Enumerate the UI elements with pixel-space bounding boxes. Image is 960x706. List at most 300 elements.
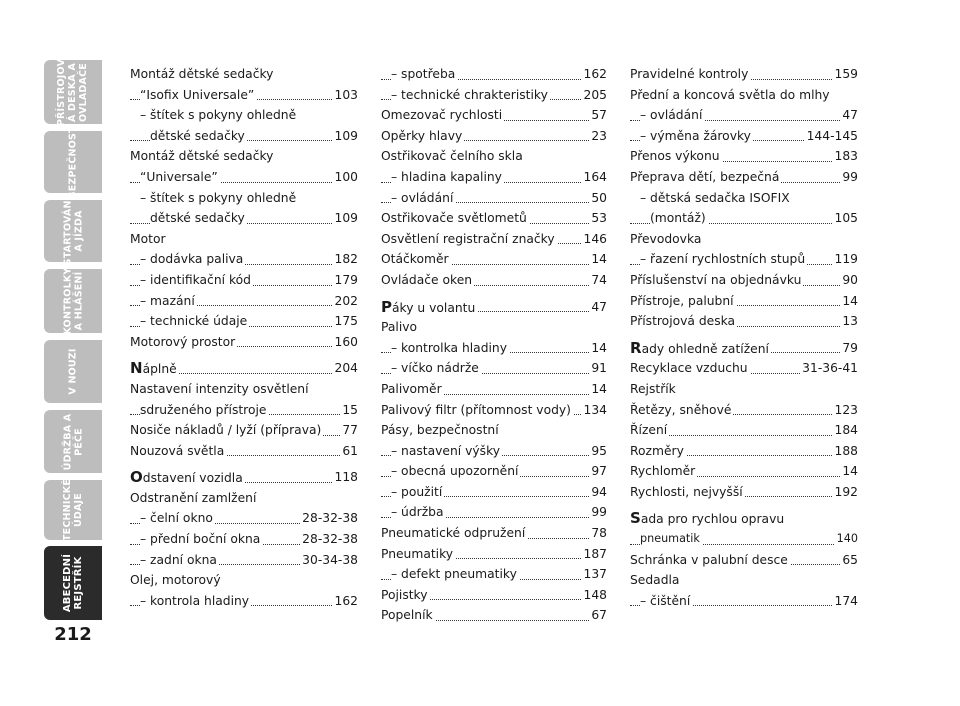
index-entry bbox=[630, 291, 858, 312]
index-entry-term bbox=[630, 338, 771, 357]
index-entry-term bbox=[140, 252, 245, 266]
index-entry-term bbox=[140, 170, 220, 184]
index-entry-page: 15 bbox=[340, 400, 358, 421]
index-entry bbox=[381, 420, 607, 441]
index-entry-term bbox=[640, 532, 702, 545]
index-entry-term bbox=[391, 485, 444, 499]
index-entry bbox=[130, 570, 358, 591]
index-entry-text: Přední a koncová světla do mlhy bbox=[630, 87, 830, 102]
index-entry-page: 91 bbox=[589, 358, 607, 379]
index-entry-term bbox=[140, 191, 298, 205]
page-number: 212 bbox=[54, 624, 92, 645]
index-entry-page: 97 bbox=[589, 461, 607, 482]
index-column-1 bbox=[130, 64, 358, 611]
index-entry-page: 99 bbox=[589, 502, 607, 523]
index-entry bbox=[381, 126, 607, 147]
index-entry bbox=[381, 461, 607, 482]
index-entry-term bbox=[381, 297, 477, 316]
index-entry-page: 13 bbox=[840, 311, 858, 332]
index-entry-page: 188 bbox=[833, 441, 858, 462]
index-entry-term bbox=[630, 464, 697, 478]
index-entry-page: 160 bbox=[333, 332, 358, 353]
index-entry bbox=[381, 564, 607, 585]
index-entry-term bbox=[130, 573, 223, 587]
index-entry-text: Převodovka bbox=[630, 231, 702, 246]
index-entry-term bbox=[140, 273, 253, 287]
index-entry bbox=[381, 502, 607, 523]
index-entry-page: 50 bbox=[589, 188, 607, 209]
index-entry-term bbox=[140, 594, 251, 608]
index-entry bbox=[130, 291, 358, 312]
index-entry-text: – čelní okno bbox=[140, 511, 213, 526]
index-entry-page: 183 bbox=[833, 146, 858, 167]
index-entry-term bbox=[630, 294, 736, 308]
index-entry-term bbox=[130, 359, 179, 378]
index-entry bbox=[130, 332, 358, 353]
index-entry bbox=[630, 591, 858, 612]
index-entry-term bbox=[381, 108, 504, 122]
index-entry-text: – technické údaje bbox=[140, 314, 248, 329]
index-entry-text: – dětská sedačka ISOFIX bbox=[640, 190, 790, 205]
index-entry-text: – ovládání bbox=[391, 190, 454, 205]
index-entry-text: áky u volantu bbox=[392, 300, 476, 315]
index-entry bbox=[381, 544, 607, 565]
index-entry-term bbox=[391, 191, 455, 205]
index-entry-text: dětské sedačky bbox=[150, 211, 245, 226]
index-entry-term bbox=[630, 553, 790, 567]
index-entry-text: – použití bbox=[391, 484, 443, 499]
index-entry-term bbox=[630, 149, 722, 163]
chapter-tab[interactable] bbox=[44, 269, 102, 333]
index-entry bbox=[381, 400, 607, 421]
index-entry-term bbox=[391, 444, 502, 458]
index-entry-term bbox=[381, 608, 435, 622]
index-entry-page: 118 bbox=[333, 467, 358, 488]
index-entry bbox=[130, 64, 358, 85]
index-entry-text: – ovládání bbox=[640, 108, 703, 123]
index-entry bbox=[630, 570, 858, 591]
index-entry bbox=[381, 249, 607, 270]
index-entry-text: – defekt pneumatiky bbox=[391, 567, 517, 582]
index-entry-text: Pojistky bbox=[381, 587, 428, 602]
index-entry-text: Nastavení intenzity osvětlení bbox=[130, 381, 309, 396]
index-entry-term bbox=[391, 67, 457, 81]
index-entry-text: sdruženého přístroje bbox=[140, 402, 267, 417]
chapter-tab[interactable] bbox=[44, 410, 102, 473]
index-entry-term bbox=[650, 211, 708, 225]
chapter-tab-label: PŘÍSTROJOV Á DESKA A OVLADAČE bbox=[56, 58, 90, 126]
index-entry-term bbox=[630, 509, 786, 528]
index-entry-text: Popelník bbox=[381, 608, 433, 623]
index-entry-page: 174 bbox=[833, 591, 858, 612]
index-entry-term bbox=[391, 505, 446, 519]
index-entry-text: Přenos výkonu bbox=[630, 149, 720, 164]
index-entry-term bbox=[640, 252, 807, 266]
index-entry bbox=[130, 126, 358, 147]
index-entry-page: 100 bbox=[333, 167, 358, 188]
index-entry-term bbox=[391, 170, 504, 184]
index-entry-text: – kontrola hladiny bbox=[140, 593, 250, 608]
index-entry bbox=[130, 311, 358, 332]
index-entry-term bbox=[630, 573, 681, 587]
index-entry bbox=[381, 146, 607, 167]
index-entry-term bbox=[140, 553, 219, 567]
index-entry bbox=[630, 208, 858, 229]
index-entry-text: Pásy, bezpečnostní bbox=[381, 423, 499, 438]
index-entry-term bbox=[630, 361, 750, 375]
index-entry-term bbox=[630, 485, 745, 499]
index-entry-text: Palivo bbox=[381, 320, 418, 335]
index-entry-page: 159 bbox=[833, 64, 858, 85]
index-entry-text: “Universale” bbox=[140, 169, 218, 184]
index-entry-text: Rejstřík bbox=[630, 381, 676, 396]
index-entry-page: 78 bbox=[589, 523, 607, 544]
index-entry bbox=[130, 488, 358, 509]
index-entry-term bbox=[381, 320, 419, 334]
index-entry-text: Přístroje, palubní bbox=[630, 293, 734, 308]
index-entry-text: Rychloměr bbox=[630, 464, 696, 479]
index-entry-page: 30-34-38 bbox=[300, 550, 358, 571]
index-entry-term bbox=[140, 403, 268, 417]
index-entry-term bbox=[630, 403, 733, 417]
index-entry-page: 95 bbox=[589, 441, 607, 462]
index-entry-page: 162 bbox=[333, 591, 358, 612]
index-entry-text: Ostřikovač čelního skla bbox=[381, 149, 523, 164]
index-entry-term bbox=[130, 468, 245, 487]
index-entry-text: Olej, motorový bbox=[130, 573, 221, 588]
chapter-tab[interactable] bbox=[44, 340, 102, 403]
chapter-tab-label: STARTOVÁNÍ A JÍZDA bbox=[62, 196, 85, 266]
index-entry-term bbox=[630, 88, 832, 102]
index-entry-text: Rychlosti, nejvyšší bbox=[630, 484, 743, 499]
index-entry-page: 175 bbox=[333, 311, 358, 332]
index-entry-page: 14 bbox=[589, 379, 607, 400]
chapter-tab[interactable] bbox=[44, 546, 102, 620]
chapter-tab-label: KONTROLKY A HLÁŠENÍ bbox=[62, 267, 84, 335]
index-entry-page: 14 bbox=[840, 461, 858, 482]
index-entry-page: 146 bbox=[582, 229, 607, 250]
index-entry-term bbox=[630, 232, 703, 246]
index-entry-term bbox=[140, 532, 262, 546]
index-entry-page: 109 bbox=[333, 126, 358, 147]
index-entry bbox=[130, 146, 358, 167]
index-entry-text: Řízení bbox=[630, 423, 668, 438]
index-entry bbox=[130, 591, 358, 612]
index-entry-page: 61 bbox=[340, 441, 358, 462]
index-entry bbox=[630, 338, 858, 359]
index-entry bbox=[630, 420, 858, 441]
index-entry-text: áplně bbox=[142, 362, 177, 377]
index-entry bbox=[381, 585, 607, 606]
index-entry-term bbox=[130, 382, 311, 396]
index-entry bbox=[630, 529, 858, 550]
index-entry-page: 57 bbox=[589, 105, 607, 126]
index-entry-text: – výměna žárovky bbox=[640, 128, 751, 143]
index-entry-term bbox=[381, 547, 455, 561]
index-entry-text: Přeprava dětí, bezpečná bbox=[630, 169, 780, 184]
index-entry-term bbox=[381, 273, 474, 287]
index-entry bbox=[630, 482, 858, 503]
chapter-tab[interactable] bbox=[44, 480, 102, 540]
index-letter-initial: R bbox=[630, 338, 642, 357]
index-entry-page: 90 bbox=[840, 270, 858, 291]
index-entry-text: ady ohledně zatížení bbox=[641, 341, 769, 356]
index-entry-term bbox=[391, 464, 520, 478]
index-entry-term bbox=[140, 108, 298, 122]
index-entry-term bbox=[381, 382, 444, 396]
index-entry-text: Montáž dětské sedačky bbox=[130, 149, 274, 164]
index-column-3 bbox=[630, 64, 858, 611]
index-entry-page: 23 bbox=[589, 126, 607, 147]
index-entry-page: 105 bbox=[833, 208, 858, 229]
index-entry-page: 164 bbox=[582, 167, 607, 188]
index-entry-term bbox=[130, 232, 168, 246]
index-entry-text: pneumatik bbox=[640, 532, 700, 546]
index-entry-text: (montáž) bbox=[650, 211, 706, 226]
index-entry bbox=[381, 358, 607, 379]
index-entry bbox=[130, 270, 358, 291]
index-entry bbox=[630, 146, 858, 167]
index-entry-text: Montáž dětské sedačky bbox=[130, 67, 274, 81]
index-entry-text: Recyklace vzduchu bbox=[630, 361, 748, 376]
index-entry bbox=[130, 188, 358, 209]
index-entry-text: Pneumatické odpružení bbox=[381, 526, 526, 541]
index-entry-text: – nastavení výšky bbox=[391, 443, 501, 458]
index-entry bbox=[130, 379, 358, 400]
index-entry-page: 74 bbox=[589, 270, 607, 291]
index-entry-term bbox=[640, 129, 753, 143]
index-entry bbox=[630, 400, 858, 421]
index-entry-text: Osvětlení registrační značky bbox=[381, 231, 555, 246]
index-entry-text: Palivový filtr (přítomnost vody) bbox=[381, 402, 571, 417]
index-entry-page: 205 bbox=[582, 85, 607, 106]
index-entry bbox=[381, 105, 607, 126]
index-entry-page: 14 bbox=[589, 338, 607, 359]
index-entry-term bbox=[140, 88, 256, 102]
index-entry-text: Nosiče nákladů / lyží (příprava) bbox=[130, 423, 322, 438]
index-entry bbox=[630, 550, 858, 571]
chapter-tabs bbox=[0, 0, 110, 706]
index-entry-term bbox=[630, 444, 686, 458]
index-entry-text: – čištění bbox=[640, 593, 691, 608]
index-entry-term bbox=[391, 567, 519, 581]
index-entry bbox=[381, 85, 607, 106]
index-entry-text: Ostřikovače světlometů bbox=[381, 211, 527, 226]
index-entry-page: 103 bbox=[333, 85, 358, 106]
index-entry bbox=[630, 229, 858, 250]
index-entry-term bbox=[391, 341, 509, 355]
index-entry bbox=[381, 482, 607, 503]
index-entry-text: – zadní okna bbox=[140, 552, 217, 567]
index-entry-page: 79 bbox=[840, 338, 858, 359]
index-entry-term bbox=[140, 294, 197, 308]
index-entry-text: Přístrojová deska bbox=[630, 314, 736, 329]
index-entry bbox=[630, 167, 858, 188]
index-entry-term bbox=[381, 526, 527, 540]
index-entry-term bbox=[140, 511, 215, 525]
index-entry-term bbox=[391, 88, 550, 102]
index-entry-term bbox=[381, 149, 525, 163]
index-entry-page: 179 bbox=[333, 270, 358, 291]
index-entry-term bbox=[130, 423, 323, 437]
index-entry-text: Opěrky hlavy bbox=[381, 128, 463, 143]
index-entry-text: Motorový prostor bbox=[130, 334, 236, 349]
index-entry-term bbox=[630, 67, 750, 81]
chapter-tab-label: V NOUZI bbox=[67, 348, 79, 395]
index-entry-text: Řetězy, sněhové bbox=[630, 402, 732, 417]
index-entry bbox=[381, 64, 607, 85]
index-entry-page: 187 bbox=[582, 544, 607, 565]
index-entry-page: 94 bbox=[589, 482, 607, 503]
index-entry-term bbox=[130, 67, 275, 81]
index-entry bbox=[381, 317, 607, 338]
index-entry-text: – víčko nádrže bbox=[391, 361, 479, 376]
index-entry-term bbox=[630, 314, 737, 328]
index-entry bbox=[130, 85, 358, 106]
index-entry bbox=[630, 126, 858, 147]
index-entry-term bbox=[130, 335, 237, 349]
index-entry bbox=[381, 523, 607, 544]
index-entry bbox=[630, 64, 858, 85]
index-entry-page: 137 bbox=[582, 564, 607, 585]
index-entry bbox=[630, 379, 858, 400]
index-entry-page: 67 bbox=[589, 605, 607, 626]
index-entry-term bbox=[630, 273, 803, 287]
index-entry bbox=[630, 188, 858, 209]
index-entry bbox=[130, 420, 358, 441]
index-entry-text: dětské sedačky bbox=[150, 128, 245, 143]
index-entry-text: ada pro rychlou opravu bbox=[640, 512, 785, 527]
index-entry-term bbox=[381, 403, 573, 417]
index-entry bbox=[630, 311, 858, 332]
index-entry bbox=[630, 85, 858, 106]
index-entry-page: 14 bbox=[589, 249, 607, 270]
index-entry-text: – hladina kapaliny bbox=[391, 169, 502, 184]
index-entry bbox=[381, 297, 607, 318]
index-entry-page: 99 bbox=[840, 167, 858, 188]
index-entry bbox=[381, 605, 607, 626]
index-entry-text: – štítek s pokyny ohledně bbox=[140, 190, 297, 205]
index-entry-page: 65 bbox=[840, 550, 858, 571]
index-entry-page: 119 bbox=[833, 249, 858, 270]
index-entry-term bbox=[640, 108, 704, 122]
index-entry-page: 204 bbox=[333, 358, 358, 379]
index-entry-text: Schránka v palubní desce bbox=[630, 552, 788, 567]
chapter-tab[interactable] bbox=[44, 60, 102, 124]
index-entry bbox=[381, 379, 607, 400]
chapter-tab-label: BEZPEČNOST bbox=[67, 125, 79, 199]
index-entry-term bbox=[130, 149, 275, 163]
index-entry-text: Palivoměr bbox=[381, 381, 442, 396]
index-entry-text: – technické chrakteristiky bbox=[391, 87, 548, 102]
index-entry-text: Sedadla bbox=[630, 573, 680, 588]
index-entry-text: – štítek s pokyny ohledně bbox=[140, 108, 297, 123]
index-entry-term bbox=[630, 382, 678, 396]
index-entry-page: 28-32-38 bbox=[300, 508, 358, 529]
index-entry-term bbox=[140, 314, 249, 328]
index-entry-text: Příslušenství na objednávku bbox=[630, 272, 802, 287]
index-entry-page: 184 bbox=[833, 420, 858, 441]
index-entry bbox=[130, 467, 358, 488]
index-letter-initial: P bbox=[381, 297, 392, 316]
index-column-2 bbox=[381, 64, 607, 626]
index-entry bbox=[381, 188, 607, 209]
index-entry-page: 202 bbox=[333, 291, 358, 312]
index-entry-page: 47 bbox=[840, 105, 858, 126]
index-entry-text: – mazání bbox=[140, 293, 195, 308]
index-entry bbox=[381, 229, 607, 250]
index-entry bbox=[630, 358, 858, 379]
index-entry-term bbox=[391, 361, 481, 375]
index-entry-text: Rozměry bbox=[630, 443, 684, 458]
index-entry-text: – obecná upozornění bbox=[391, 464, 519, 479]
index-entry bbox=[630, 441, 858, 462]
index-entry-term bbox=[640, 191, 792, 205]
index-entry-page: 14 bbox=[840, 291, 858, 312]
index-entry-term bbox=[381, 211, 529, 225]
index-entry-text: – přední boční okna bbox=[140, 532, 261, 547]
index-entry bbox=[130, 529, 358, 550]
chapter-tab-label: TECHNICKÉ ÚDAJE bbox=[62, 478, 85, 542]
index-entry-text: Nouzová světla bbox=[130, 443, 225, 458]
index-entry-page: 144-145 bbox=[805, 126, 858, 147]
index-entry-term bbox=[150, 129, 247, 143]
index-letter-initial: O bbox=[130, 468, 143, 487]
index-entry bbox=[130, 400, 358, 421]
index-entry-term bbox=[381, 129, 464, 143]
index-entry bbox=[381, 270, 607, 291]
index-entry bbox=[130, 441, 358, 462]
index-entry bbox=[130, 105, 358, 126]
index-entry bbox=[630, 249, 858, 270]
index-entry-text: Odstranění zamlžení bbox=[130, 490, 257, 505]
index-entry-term bbox=[630, 423, 669, 437]
index-entry-text: Motor bbox=[130, 231, 166, 246]
index-entry-term bbox=[150, 211, 247, 225]
index-entry-text: – údržba bbox=[391, 505, 444, 520]
index-entry-page: 192 bbox=[833, 482, 858, 503]
index-entry bbox=[381, 167, 607, 188]
index-entry-text: Otáčkoměr bbox=[381, 252, 449, 267]
index-entry-text: dstavení vozidla bbox=[142, 471, 243, 486]
index-entry bbox=[130, 550, 358, 571]
index-entry-text: – řazení rychlostních stupů bbox=[640, 252, 806, 267]
index-entry-page: 31-36-41 bbox=[800, 358, 858, 379]
index-entry-term bbox=[130, 444, 226, 458]
chapter-tab[interactable] bbox=[44, 125, 102, 199]
index-entry-page: 162 bbox=[582, 64, 607, 85]
index-entry bbox=[130, 167, 358, 188]
chapter-tab[interactable] bbox=[44, 196, 102, 266]
index-entry bbox=[381, 208, 607, 229]
index-entry-page: 28-32-38 bbox=[300, 529, 358, 550]
index-entry bbox=[630, 508, 858, 529]
index-entry-page: 47 bbox=[589, 297, 607, 318]
index-entry-term bbox=[130, 491, 258, 505]
index-entry bbox=[130, 249, 358, 270]
index-entry-page: 109 bbox=[333, 208, 358, 229]
index-entry bbox=[130, 508, 358, 529]
index-entry bbox=[130, 229, 358, 250]
index-entry-page: 53 bbox=[589, 208, 607, 229]
index-entry-text: Ovládače oken bbox=[381, 272, 473, 287]
index-letter-initial: S bbox=[630, 509, 641, 528]
index-entry-text: Pneumatiky bbox=[381, 546, 454, 561]
index-entry-text: – spotřeba bbox=[391, 67, 456, 81]
index-entry bbox=[630, 270, 858, 291]
index-entry-term bbox=[381, 232, 557, 246]
index-letter-initial: N bbox=[130, 359, 143, 378]
